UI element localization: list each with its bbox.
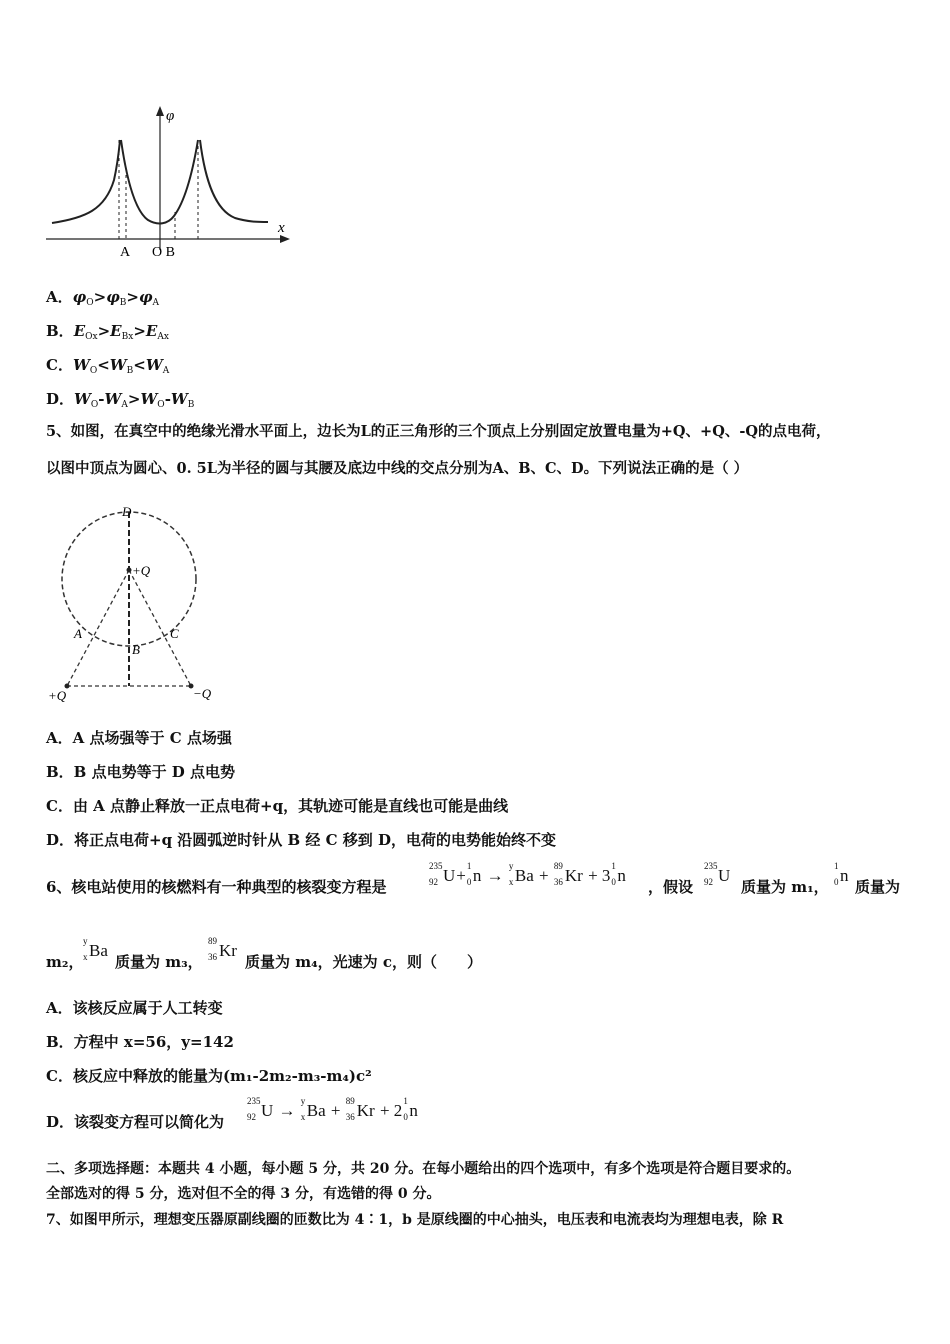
y-axis-label: φ [166, 108, 175, 124]
option-letter: A． [46, 288, 73, 306]
q6-line2-a: m₂， [46, 953, 84, 971]
neutron-symbol: 1 0 n [834, 861, 849, 887]
q5-stem-line1: 5、如图，在真空中的绝缘光滑水平面上，边长为L的正三角形的三个顶点上分别固定放置电量为+Q、+Q、-Q的点电荷， [46, 423, 831, 440]
point-a-label: A [120, 245, 131, 260]
label-b: B [132, 642, 140, 657]
q5-option-b: B．B 点电势等于 D 点电势 [46, 763, 236, 781]
uranium-symbol: 235 92 U [704, 861, 731, 887]
option-letter: B． [46, 322, 74, 340]
q5-option-d: D．将正点电荷+q 沿圆弧逆时针从 B 经 C 移到 D，电荷的电势能始终不变 [46, 831, 557, 849]
simplified-equation: 235 92 U → y x Ba + 89 36 Kr + 2 1 0 n [247, 1096, 418, 1122]
option-letter: C． [46, 356, 73, 374]
point-ob-label: O B [152, 245, 175, 260]
q5-stem-line2: 以图中顶点为圆心、0. 5L为半径的圆与其腰及底边中线的交点分别为A、B、C、D。下列说法正确的是（ ） [46, 460, 749, 477]
potential-graph [40, 100, 300, 265]
label-c: C [170, 626, 179, 641]
x-axis-label: x [278, 220, 285, 236]
barium-symbol: y x Ba [83, 936, 108, 962]
option-c-prefix: C．核反应中释放的能量为 [46, 1067, 223, 1085]
section2-line2: 全部选对的得 5 分，选对但不全的得 3 分，有选错的得 0 分。 [46, 1186, 441, 1202]
fission-equation: 235 92 U+ 1 0 n → y x Ba + 89 36 Kr + 3 1 0 n [429, 861, 626, 887]
q6-line2-c: 质量为 m₄，光速为 c，则（ ） [245, 953, 483, 971]
q6-option-a: A．该核反应属于人工转变 [46, 999, 223, 1017]
triangle-circle-figure [40, 500, 230, 710]
q4-option-c: C．$W_O<W_B<W_A$ [46, 356, 170, 376]
q6-option-b: B．方程中 x=56，y=142 [46, 1033, 234, 1051]
q5-option-a: A．A 点场强等于 C 点场强 [46, 729, 232, 747]
q6-stem-prefix: 6、核电站使用的核燃料有一种典型的核裂变方程是 [46, 878, 387, 896]
q6-line2-b: 质量为 m₃， [115, 953, 203, 971]
q4-option-a: A．$\varphi_O>\varphi_B>\varphi_A$ [46, 288, 160, 308]
q5-option-c: C．由 A 点静止释放一正点电荷+q，其轨迹可能是直线也可能是曲线 [46, 797, 509, 815]
option-letter: D． [46, 390, 75, 408]
q6-stem-mid1: ，假设 [648, 878, 694, 896]
q4-option-d: D．$W_O-W_A>W_O-W_B$ [46, 390, 195, 410]
label-top-charge: +Q [132, 563, 151, 578]
label-left-charge: +Q [48, 688, 67, 703]
label-right-charge: −Q [193, 686, 212, 701]
krypton-symbol: 89 36 Kr [208, 936, 237, 962]
q4-option-b: B．$E_{Ox}>E_{Bx}>E_{Ax}$ [46, 322, 169, 342]
q6-option-d-prefix: D．该裂变方程可以简化为 [46, 1113, 225, 1131]
option-c-expr: (m₁-2m₂-m₃-m₄)c² [222, 1067, 372, 1085]
section2-line1: 二、多项选择题：本题共 4 小题，每小题 5 分，共 20 分。在每小题给出的四个选项中，有多个选项是符合题目要求的。 [46, 1161, 801, 1177]
label-d: D [122, 504, 132, 519]
label-a: A [74, 626, 82, 641]
q6-option-c [46, 1066, 372, 1086]
q6-stem-mid2: 质量为 m₁， [741, 878, 829, 896]
q7-stem-line1: 7、如图甲所示，理想变压器原副线圈的匝数比为 4∶1，b 是原线圈的中心抽头，电压表和电流表均为理想电表，除 R [46, 1212, 784, 1228]
q6-stem-end: 质量为 [855, 878, 901, 896]
